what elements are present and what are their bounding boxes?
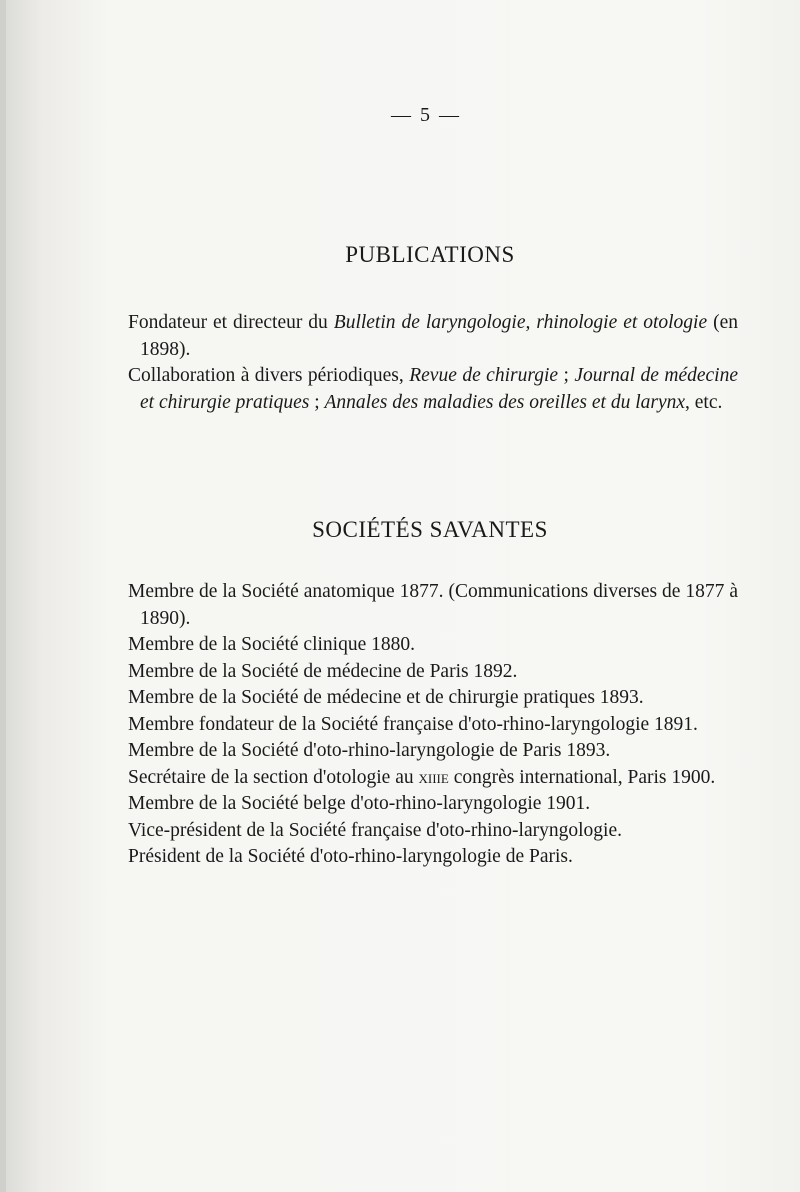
italic-text: Annales des maladies des oreilles et du larynx <box>324 391 686 413</box>
scan-edge-shadow <box>0 0 6 1192</box>
small-caps-text: xiiie <box>418 766 449 788</box>
list-item <box>128 363 738 416</box>
list-item <box>128 685 738 712</box>
societes-savantes-list <box>128 579 738 871</box>
italic-text: Bulletin de laryngologie, rhinologie et otologie <box>333 312 708 333</box>
entry-text: Membre de la Société de médecine de Paris 1892. <box>128 660 518 682</box>
list-item <box>128 818 738 845</box>
list-item <box>128 765 738 792</box>
italic-text: Journal de médecine et chirurgie pratiques <box>140 365 738 413</box>
entry-text: ; <box>309 391 325 413</box>
list-item <box>128 738 738 765</box>
entry-text: Membre fondateur de la Société française d'oto-rhino-laryngologie 1891. <box>128 713 698 735</box>
entry-text: Membre de la Société d'oto-rhino-laryngologie de Paris 1893. <box>128 740 611 761</box>
list-item <box>128 310 738 363</box>
list-item <box>128 632 738 659</box>
societes-savantes-heading: SOCIÉTÉS SAVANTES <box>312 517 548 542</box>
entry-text: Membre de la Société clinique 1880. <box>128 634 415 655</box>
entry-text: Membre de la Société de médecine et de chirurgie pratiques 1893. <box>128 687 644 708</box>
entry-text: Collaboration à divers périodiques, <box>128 365 410 386</box>
entry-text: Vice-président de la Société française d'oto-rhino-laryngologie. <box>128 819 622 841</box>
entry-text: Président de la Société d'oto-rhino-laryngologie de Paris. <box>128 846 573 867</box>
entry-text: Membre de la Société anatomique 1877. (Communications diverses de 1877 à 1890). <box>128 581 738 629</box>
italic-text: Revue de chirurgie <box>409 365 559 386</box>
publications-heading: PUBLICATIONS <box>345 242 515 267</box>
entry-text: (en 1898). <box>140 312 739 360</box>
entry-text: , etc. <box>685 391 723 413</box>
entry-text: Secrétaire de la section d'otologie au <box>128 766 419 788</box>
entry-text: ; <box>558 365 575 386</box>
page-number: — 5 — <box>391 104 461 126</box>
entry-text: congrès international, Paris 1900. <box>448 766 716 788</box>
list-item <box>128 659 738 686</box>
publications-list <box>128 310 738 416</box>
list-item <box>128 791 738 818</box>
list-item <box>128 579 738 632</box>
list-item <box>128 844 738 871</box>
entry-text: Fondateur et directeur du <box>128 312 334 333</box>
list-item <box>128 712 738 739</box>
entry-text: Membre de la Société belge d'oto-rhino-laryngologie 1901. <box>128 793 591 814</box>
